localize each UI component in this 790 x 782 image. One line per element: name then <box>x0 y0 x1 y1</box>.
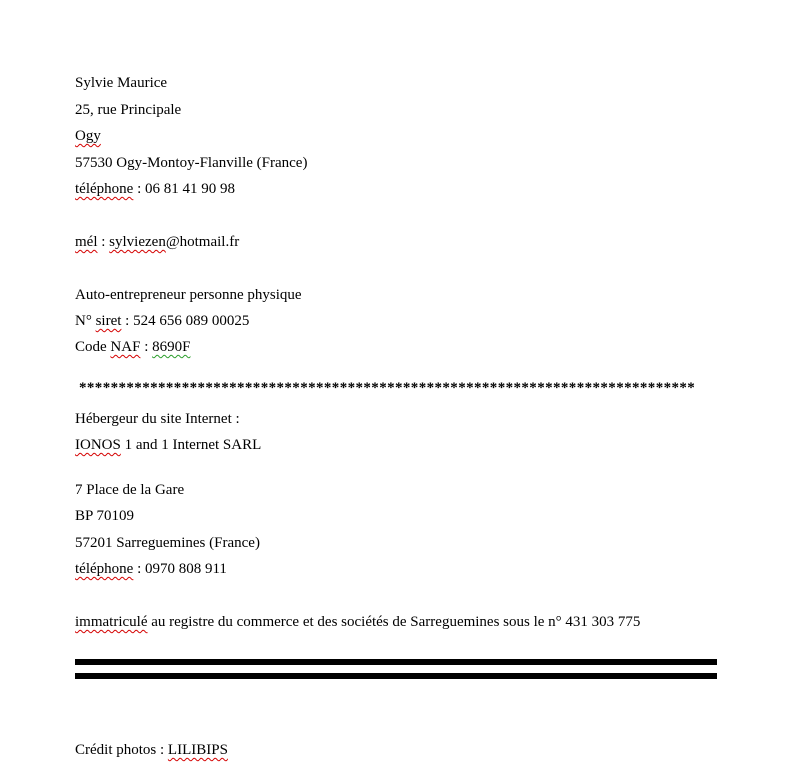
owner-phone-value: : 06 81 41 90 98 <box>133 181 235 197</box>
owner-email-domain: @hotmail.fr <box>165 234 240 250</box>
double-rule-top <box>75 659 717 665</box>
host-phone <box>75 560 227 578</box>
host-bp: BP 70109 <box>75 508 135 524</box>
owner-locality-text: Ogy <box>75 128 101 144</box>
host-address: 7 Place de la Gare <box>75 482 185 498</box>
owner-email <box>75 233 239 251</box>
host-phone-value: : 0970 808 911 <box>133 561 227 577</box>
star-separator: ****************************************************************************** <box>79 380 696 396</box>
owner-siret <box>75 312 249 330</box>
host-name <box>75 436 261 454</box>
owner-naf-label: NAF <box>110 339 141 355</box>
owner-phone-label: téléphone <box>75 181 134 197</box>
owner-locality <box>75 127 101 145</box>
host-phone-label: téléphone <box>75 561 134 577</box>
photo-credits-label: Crédit photos : <box>75 742 168 758</box>
host-name-part1: IONOS <box>75 437 121 453</box>
host-name-part2: 1 and 1 Internet SARL <box>120 437 262 453</box>
owner-phone <box>75 180 235 198</box>
photo-credits <box>75 741 228 759</box>
host-registry <box>75 613 640 631</box>
owner-siret-value: : 524 656 089 00025 <box>121 313 250 329</box>
owner-city: 57530 Ogy-Montoy-Flanville (France) <box>75 155 308 171</box>
owner-naf-value: 8690F <box>152 339 191 355</box>
owner-street: 25, rue Principale <box>75 102 182 118</box>
host-title: Hébergeur du site Internet : <box>75 411 240 427</box>
owner-naf <box>75 338 190 356</box>
owner-siret-label: siret <box>95 313 122 329</box>
photo-credits-value: LILIBIPS <box>167 742 228 758</box>
owner-email-user: sylviezen <box>109 234 166 250</box>
owner-name: Sylvie Maurice <box>75 75 168 91</box>
owner-email-sep: : <box>97 234 110 250</box>
owner-siret-prefix: N° <box>75 313 96 329</box>
host-registry-rest: au registre du commerce et des sociétés de Sarreguemines sous le n° 431 303 775 <box>147 614 641 630</box>
owner-naf-sep: : <box>140 339 153 355</box>
owner-status: Auto-entrepreneur personne physique <box>75 287 302 303</box>
host-registry-word: immatriculé <box>75 614 148 630</box>
host-city: 57201 Sarreguemines (France) <box>75 535 260 551</box>
owner-email-label: mél <box>75 234 98 250</box>
double-rule-bottom <box>75 673 717 679</box>
owner-naf-prefix: Code <box>75 339 111 355</box>
